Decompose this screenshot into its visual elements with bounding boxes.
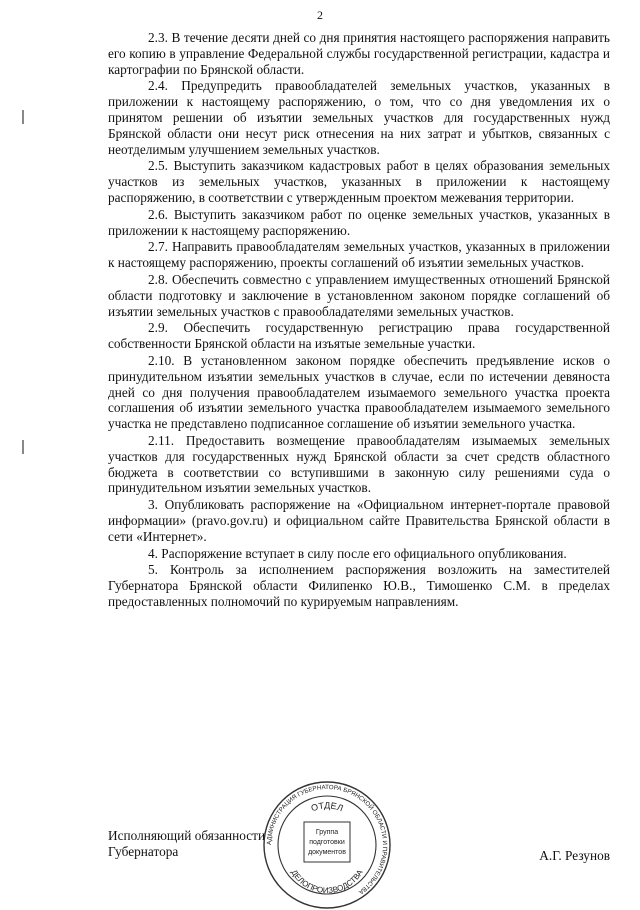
stamp-ring-text: АДМИНИСТРАЦИЯ ГУБЕРНАТОРА БРЯНСКОЙ ОБЛАСТИ И ПРАВИТЕЛЬСТВА xyxy=(265,783,389,896)
page-number: 2 xyxy=(317,8,323,22)
signature-position-line2: Губернатора xyxy=(108,844,179,859)
paragraph-2-6: 2.6. Выступить заказчиком работ по оценке земельных участков, указанных в приложении к настоящему распоряжению. xyxy=(108,206,610,238)
signer-name: А.Г. Резунов xyxy=(539,848,610,863)
stamp-box-line3: документов xyxy=(308,849,346,856)
paragraph-2-8: 2.8. Обеспечить совместно с управлением имущественных отношений Брянской области подготовку и заключение в установленном законом порядке соглашений об изъятии земельных участков с правообладателями земельных участков. xyxy=(108,271,610,319)
paragraph-2-7: 2.7. Направить правообладателям земельных участков, указанных в приложении к настоящему распоряжению, проекты соглашений об изъятии земельных участков. xyxy=(108,239,610,271)
paragraph-4: 4. Распоряжение вступает в силу после его официального опубликования. xyxy=(148,545,567,561)
paragraph-5: 5. Контроль за исполнением распоряжения возложить на заместителей Губернатора Брянской области Филипенко Ю.В., Тимошенко С.М. в пределах предоставленных полномочий по курируемым направлениям. xyxy=(108,562,610,609)
stamp-arc-top: ОТДЕЛ xyxy=(309,800,345,814)
margin-mark xyxy=(22,440,24,454)
paragraph-3: 3. Опубликовать распоряжение на «Официальном интернет-портале правовой информации» (pravo.gov.ru) и официальном сайте Правительства Брянской области в сети «Интернет». xyxy=(108,497,610,544)
stamp-arc-bottom: ДЕЛОПРОИЗВОДСТВА xyxy=(289,868,365,896)
stamp-box-line2: подготовки xyxy=(309,839,345,846)
paragraph-2-5: 2.5. Выступить заказчиком кадастровых работ в целях образования земельных участков из земельных участков, указанных в приложении к настоящему распоряжению, в соответствии с утвержденным проектом межевания территории. xyxy=(108,158,610,205)
paragraph-2-9: 2.9. Обеспечить государственную регистрацию права государственной собственности Брянской области на изъятые земельные участки. xyxy=(108,320,610,352)
official-stamp xyxy=(262,780,392,910)
paragraph-2-4: 2.4. Предупредить правообладателей земельных участков, указанных в приложении к настоящему распоряжению, о том, что со дня уведомления их о принятом решении об изъятии земельных участков для государственных нужд Брянской области они несут риск отнесения на них затрат и убытков, связанных с неотделимым улучшением земельных участков. xyxy=(108,78,610,157)
document-body xyxy=(108,30,610,611)
margin-mark xyxy=(22,110,24,124)
paragraph-2-3: 2.3. В течение десяти дней со дня принятия настоящего распоряжения направить его копию в управление Федеральной службы государственной регистрации, кадастра и картографии по Брянской области. xyxy=(108,30,610,77)
paragraph-2-10: 2.10. В установленном законом порядке обеспечить предъявление исков о принудительном изъятии земельных участков в случае, если по истечении девяноста дней со дня получения правообладателем изымаемого земельного участка проекта соглашения об изъятии земельного участка правообладателем изымаемого земельного участка не представлено подписанное соглашение об изъятии земельного участка. xyxy=(108,352,610,432)
signature-position-line1: Исполняющий обязанности xyxy=(108,828,266,843)
signature-position xyxy=(108,828,265,860)
stamp-box-line1: Группа xyxy=(315,829,339,836)
paragraph-2-11: 2.11. Предоставить возмещение правообладателям изымаемых земельных участков для государственных нужд Брянской области за счет средств областного бюджета в соответствии со вступившими в законную силу решениями суда о принудительном изъятии земельных участков. xyxy=(108,432,610,496)
